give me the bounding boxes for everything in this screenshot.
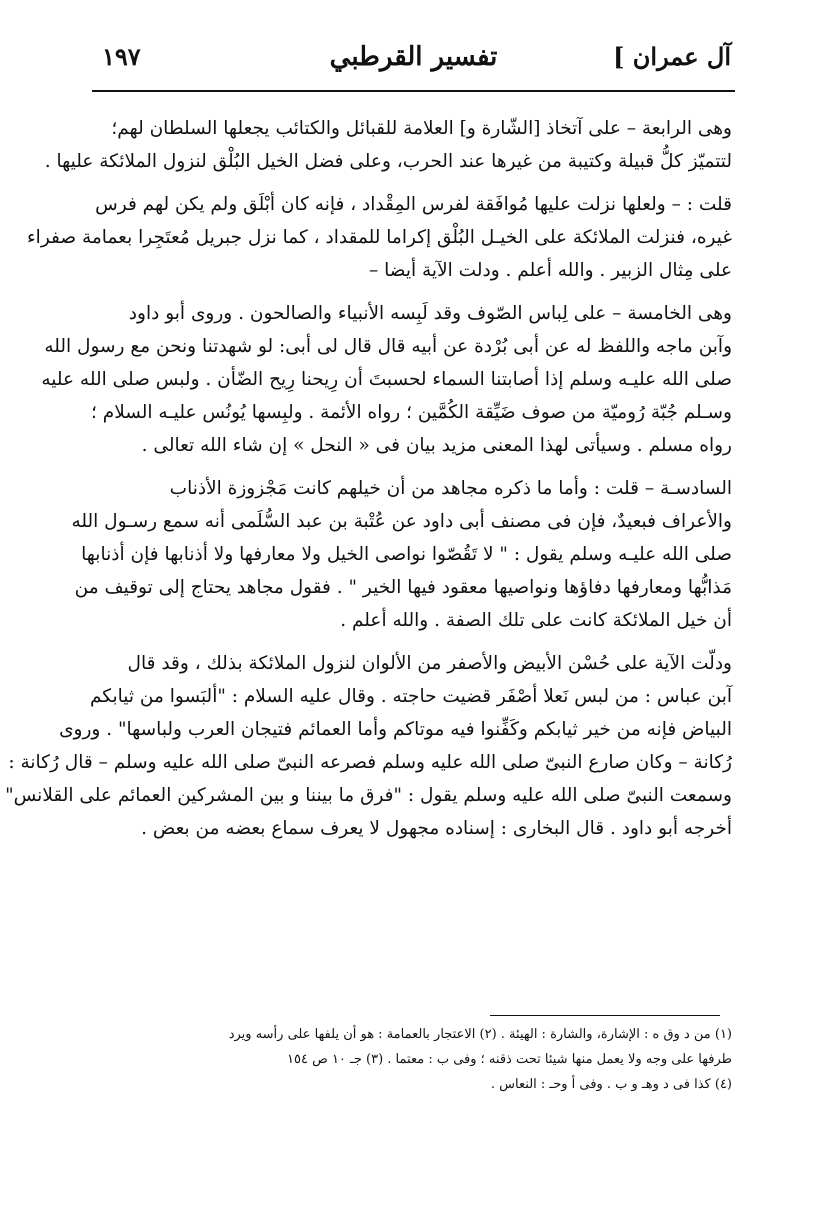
surah-name: آل عمران ] [613, 42, 731, 71]
footnote-line: طرفها على وجه ولا يعمل منها شيئا تحت ذقنه ؛ وفى ب : معتما . (٣) جـ ١٠ ص ١٥٤ [287, 1052, 732, 1067]
text-line: وسـلم جُبّة رُوميّة من صوف ضَيِّقة الكُمَّين ؛ رواه الأئمة . ولبِسها يُونُس عليـه السلام ؛ [91, 402, 732, 423]
text-line: وهى الخامسة – على لِباس الصّوف وقد لَبِسه الأنبياء والصالحون . وروى أبو داود [128, 303, 732, 324]
text-line: ودلّت الآية على حُسْن الأبيض والأصفر من الألوان لنزول الملائكة بذلك ، وقد قال [127, 653, 732, 674]
text-line: آبن عباس : من لبس نَعلا أصْفَر قضيت حاجته . وقال عليه السلام : "ألبَسوا من ثيابكم [89, 686, 732, 707]
text-line: أن خيل الملائكة كانت على تلك الصفة . والله أعلم . [340, 610, 732, 631]
page-body [5, 112, 732, 845]
text-line: السادسـة – قلت : وأما ما ذكره مجاهد من أن خيلهم كانت مَجْزوزة الأذناب [169, 478, 732, 499]
footnote-rule [490, 1015, 720, 1016]
text-line: البياض فإنه من خير ثيابكم وكَفِّنوا فيه موتاكم وأما العمائم فتيجان العرب ولباسها" . وروى [59, 719, 732, 740]
footnotes [92, 1022, 732, 1097]
header-rule [92, 90, 735, 92]
text-line: رُكانة – وكان صارع النبىّ صلى الله عليه وسلم فصرعه النبىّ صلى الله عليه وسلم – قال رُكانة : [8, 752, 732, 773]
text-line: قلت : – ولعلها نزلت عليها مُوافَقة لفرس المِقْداد ، فإنه كان أبْلَق ولم يكن لهم فرس [95, 194, 732, 215]
text-line: مَذابُّها ومعارفها دفاؤها ونواصيها معقود فيها الخير " . فقول مجاهد يحتاج إلى توقيف من [74, 577, 732, 598]
book-title: تفسير القرطبي [329, 42, 498, 72]
text-line: لتتميّز كلُّ قبيلة وكتيبة من غيرها عند الحرب، وعلى فضل الخيل البُلْق لنزول الملائكة عليها . [44, 151, 732, 172]
text-line: وهى الرابعة – على آتخاذ [الشّارة و] العلامة للقبائل والكتائب يجعلها السلطان لهم؛ [111, 118, 732, 139]
text-line: على مِثال الزبير . والله أعلم . ودلت الآية أيضا – [369, 260, 732, 281]
footnote-line: (٤) كذا فى د وهـ و ب . وفى أ وحـ : النعاس . [490, 1077, 732, 1092]
text-line: صلى الله عليـه وسلم إذا أصابتنا السماء لحسبتَ أن رِيحنا رِيح الضّأن . ولبس صلى الله عليه [41, 369, 732, 390]
text-line: وآبن ماجه واللفظ له عن أبى بُرْدة عن أبيه قال قال لى أبى: لو شهدتنا ونحن مع رسول الله [44, 336, 732, 357]
page-header [92, 36, 735, 92]
text-line: وسمعت النبىّ صلى الله عليه وسلم يقول : "فرق ما بيننا و بين المشركين العمائم على القلانس" [5, 785, 732, 806]
text-line: غيره، فنزلت الملائكة على الخيـل البُلْق إكراما للمقداد ، كما نزل جبريل مُعتَجِرا بعمامة صفراء [26, 227, 732, 248]
text-line: صلى الله عليـه وسلم يقول : " لا تَقُصّوا نواصى الخيل ولا معارفها ولا أذنابها فإن أذنابها [81, 544, 732, 565]
page-number: ١٩٧ [102, 42, 141, 71]
footnote-line: (١) من د وق ه : الإشارة، والشارة : الهيئة . (٢) الاعتجار بالعمامة : هو أن يلفها على رأسه ويرد [228, 1027, 732, 1042]
text-line: أخرجه أبو داود . قال البخارى : إسناده مجهول لا يعرف سماع بعضه من بعض . [141, 818, 732, 839]
text-line: والأعراف فبعيدٌ، فإن فى مصنف أبى داود عن عُتْبة بن عبد السُّلَمى أنه سمع رسـول الله [71, 511, 732, 532]
text-line: رواه مسلم . وسيأتى لهذا المعنى مزيد بيان فى « النحل » إن شاء الله تعالى . [141, 435, 732, 456]
